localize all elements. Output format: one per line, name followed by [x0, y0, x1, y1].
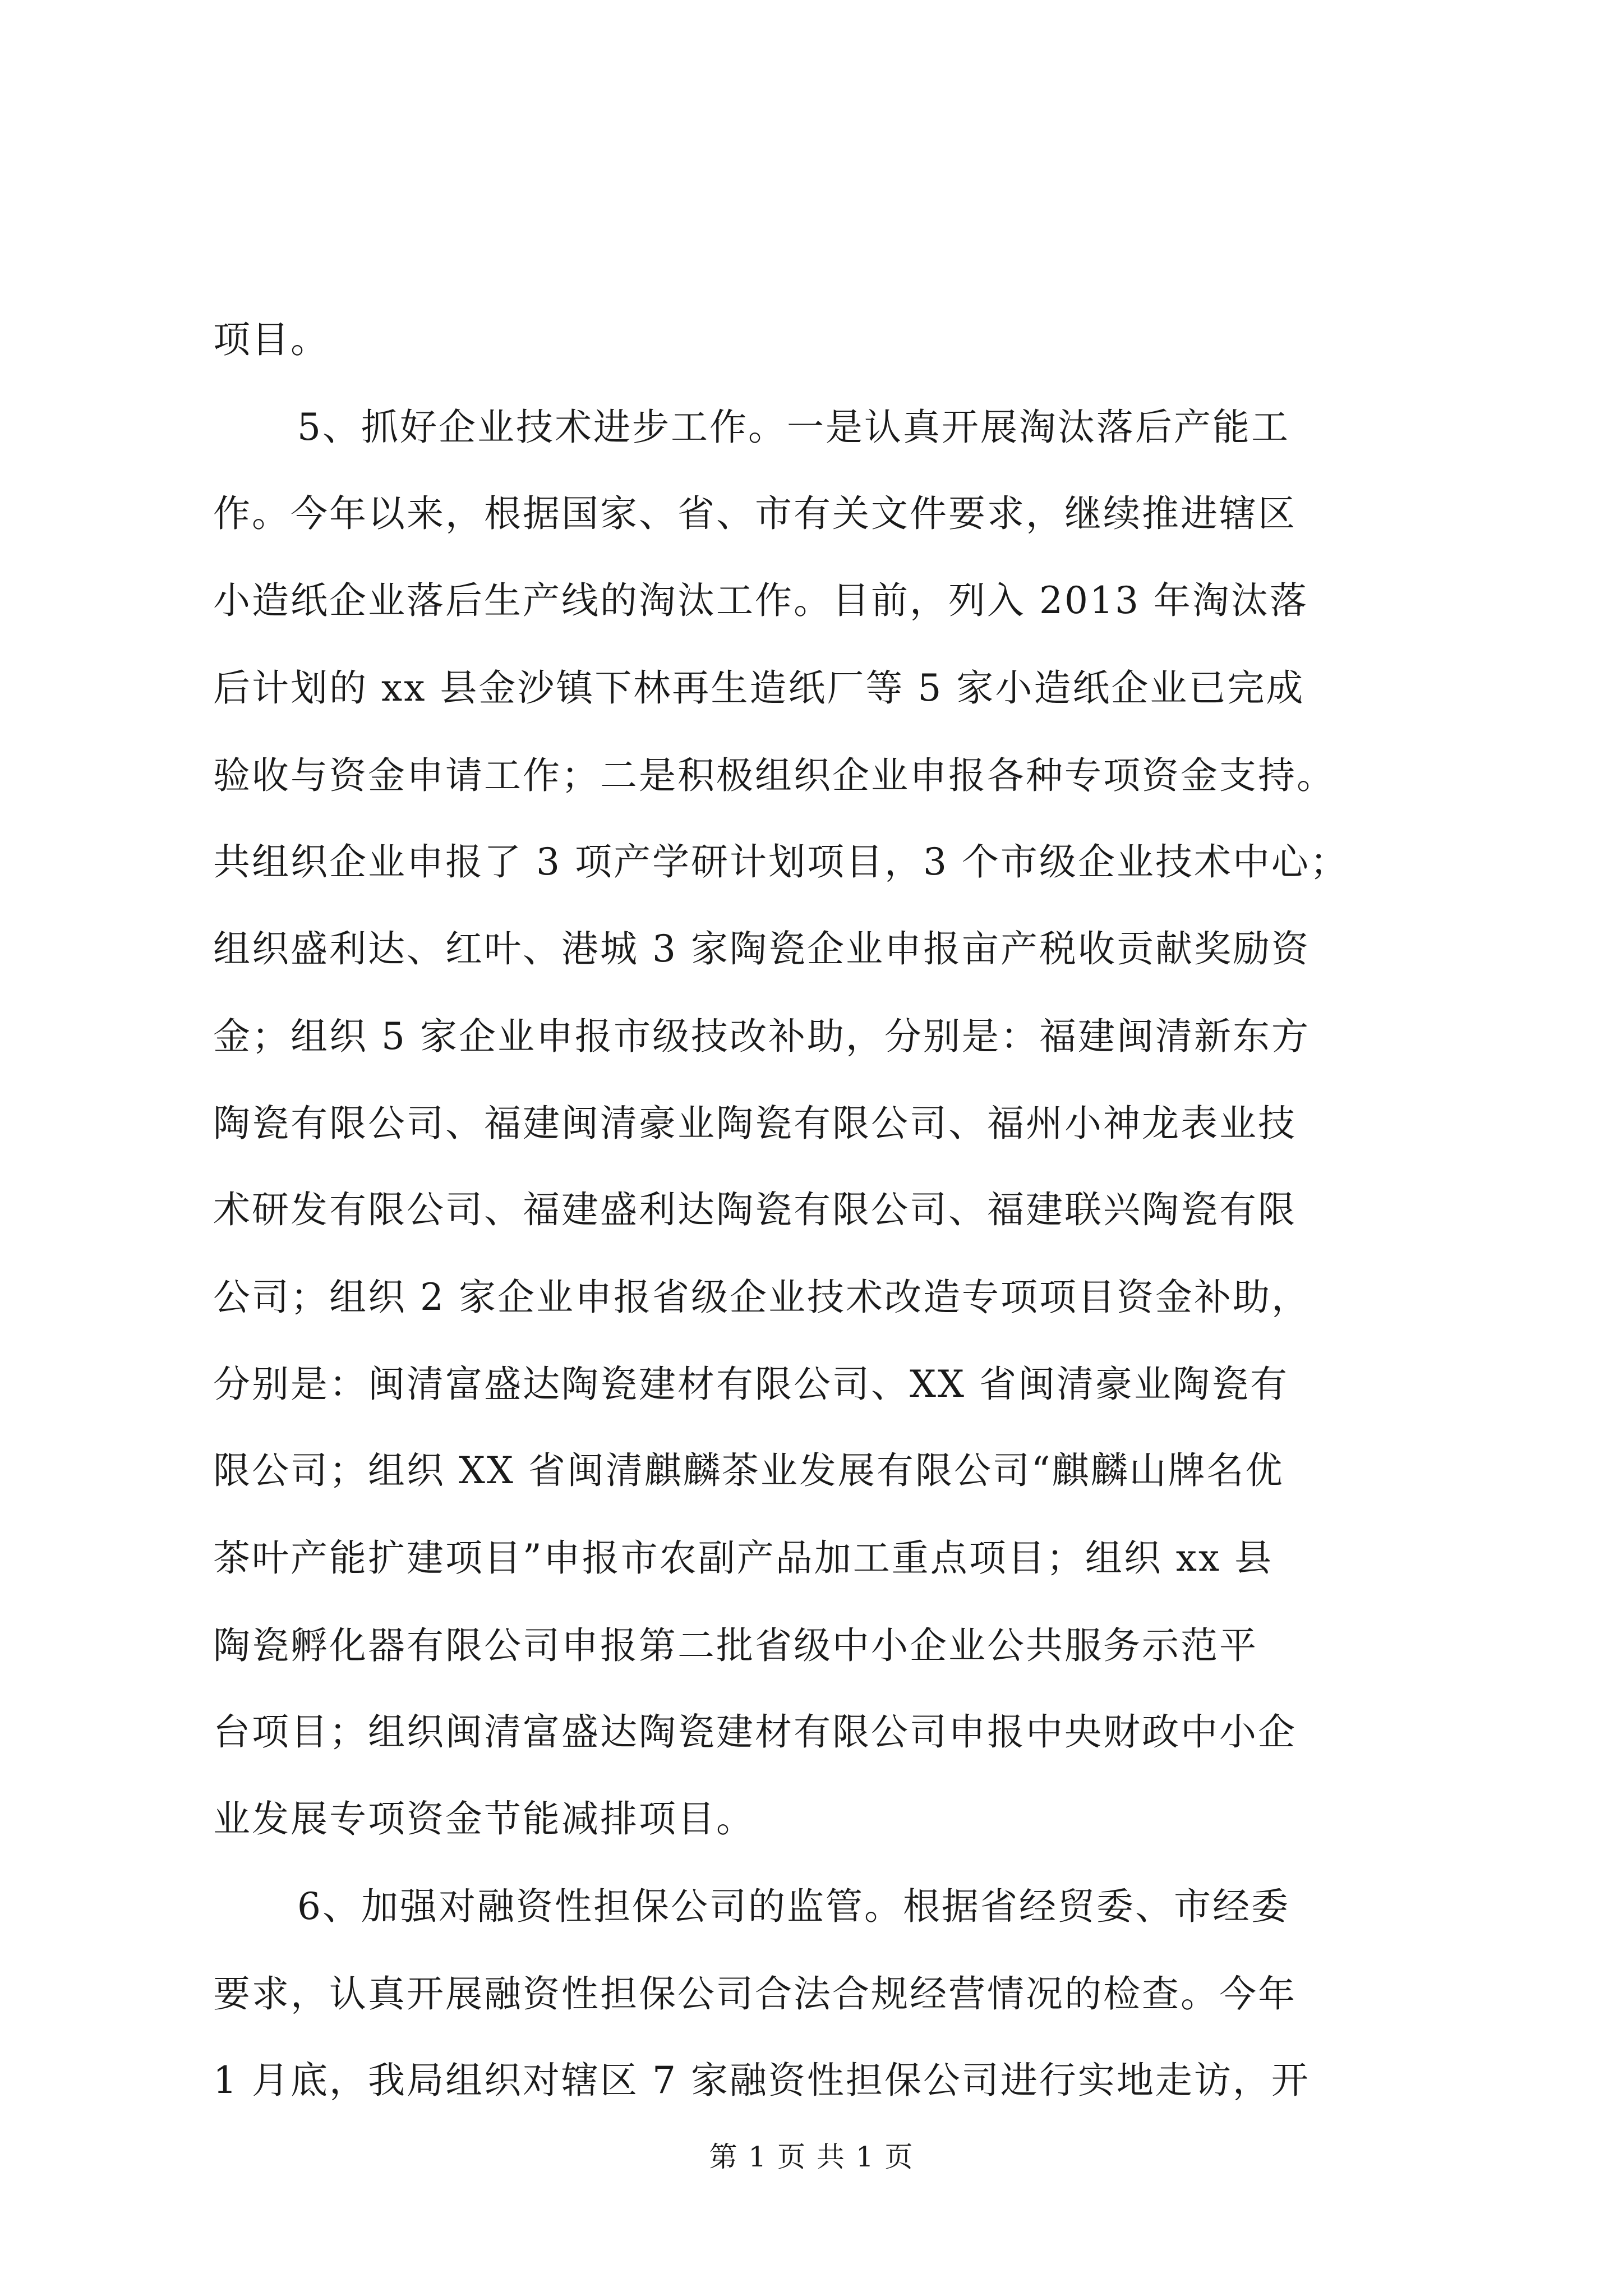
text-line: 项目。 — [213, 318, 329, 361]
text-line: 茶叶产能扩建项目”申报市农副产品加工重点项目；组织 xx 县 — [213, 1536, 1274, 1580]
text-line: 小造纸企业落后生产线的淘汰工作。目前，列入 2013 年淘汰落 — [213, 579, 1308, 622]
text-line: 公司；组织 2 家企业申报省级企业技术改造专项项目资金补助， — [213, 1276, 1310, 1319]
text-line: 共组织企业申报了 3 项产学研计划项目，3 个市级企业技术中心； — [213, 840, 1349, 884]
text-line: 后计划的 xx 县金沙镇下林再生造纸厂等 5 家小造纸企业已完成 — [213, 666, 1305, 710]
text-line: 金；组织 5 家企业申报市级技改补助，分别是：福建闽清新东方 — [213, 1015, 1310, 1058]
text-line: 1 月底，我局组织对辖区 7 家融资性担保公司进行实地走访，开 — [213, 2059, 1310, 2102]
paragraph-5-start: 5、抓好企业技术进步工作。一是认真开展淘汰落后产能工 — [297, 406, 1290, 449]
page-number-footer: 第 1 页 共 1 页 — [709, 2141, 914, 2173]
text-line: 作。今年以来，根据国家、省、市有关文件要求，继续推进辖区 — [213, 492, 1297, 535]
text-line: 台项目；组织闽清富盛达陶瓷建材有限公司申报中央财政中小企 — [213, 1710, 1297, 1754]
text-line: 组织盛利达、红叶、港城 3 家陶瓷企业申报亩产税收贡献奖励资 — [213, 927, 1310, 970]
text-line: 业发展专项资金节能减排项目。 — [213, 1797, 755, 1841]
paragraph-6-start: 6、加强对融资性担保公司的监管。根据省经贸委、市经委 — [297, 1885, 1290, 1928]
text-line: 限公司；组织 XX 省闽清麒麟茶业发展有限公司“麒麟山牌名优 — [213, 1449, 1284, 1492]
text-line: 要求，认真开展融资性担保公司合法合规经营情况的检查。今年 — [213, 1972, 1297, 2016]
text-line: 分别是：闽清富盛达陶瓷建材有限公司、XX 省闽清豪业陶瓷有 — [213, 1363, 1289, 1406]
text-line: 术研发有限公司、福建盛利达陶瓷有限公司、福建联兴陶瓷有限 — [213, 1188, 1297, 1231]
text-line: 陶瓷有限公司、福建闽清豪业陶瓷有限公司、福州小神龙表业技 — [213, 1102, 1297, 1145]
text-line: 陶瓷孵化器有限公司申报第二批省级中小企业公共服务示范平 — [213, 1624, 1258, 1667]
text-line: 验收与资金申请工作；二是积极组织企业申报各种专项资金支持。 — [213, 754, 1335, 797]
